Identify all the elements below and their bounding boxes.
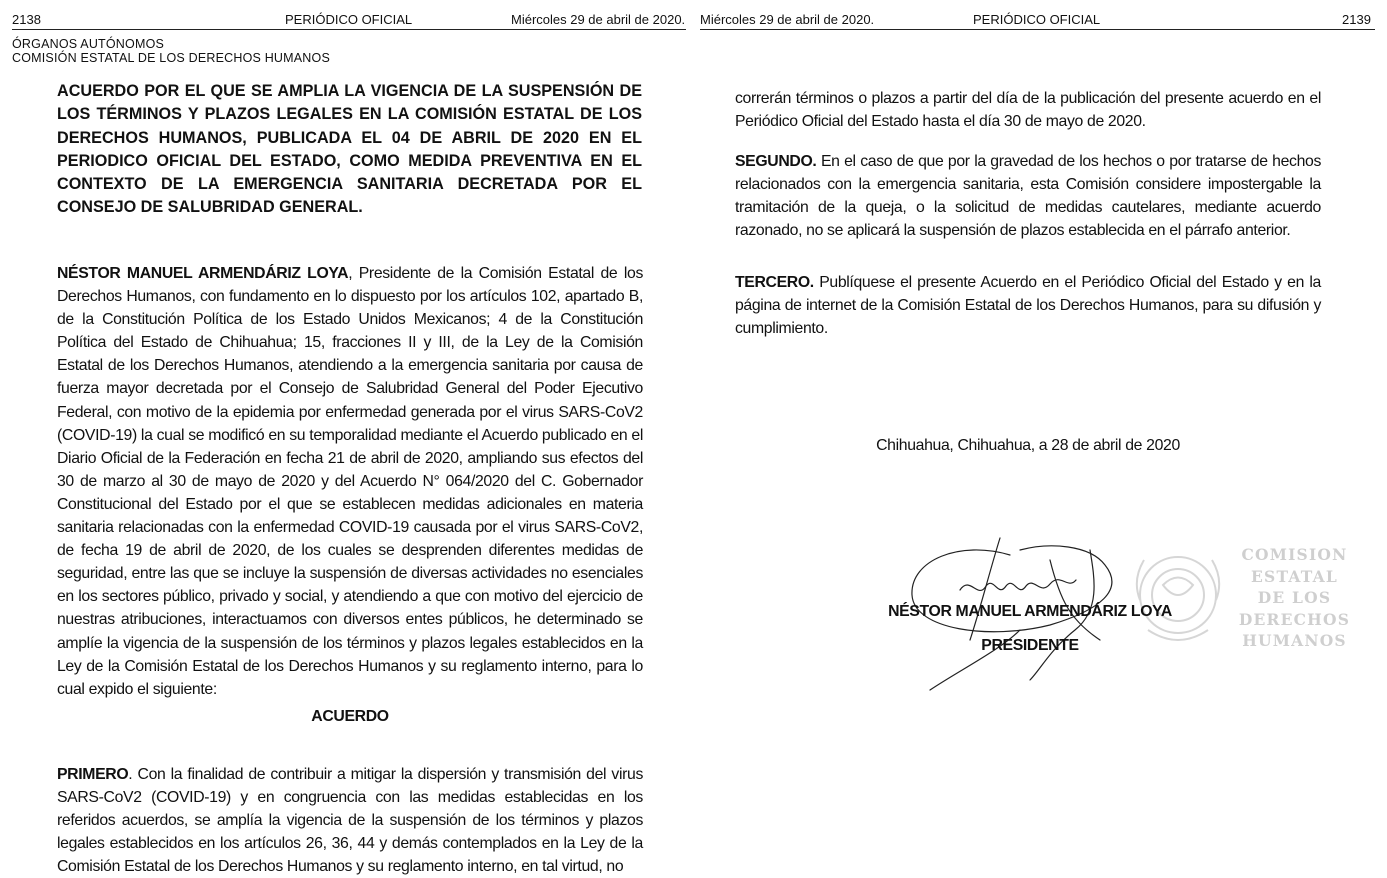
continuation-paragraph: correrán términos o plazos a partir del día de la publicación del presente acuerdo en el Periódico Oficial del Estado hasta el día 30 de mayo de 2020. [735, 90, 1321, 131]
segundo-text: En el caso de que por la gravedad de los hechos o por tratarse de hechos relacionados con la emergencia sanitaria, esta Comisión considere impostergable la tramitación de la queja, o la solicitud de medidas cautelares, mediante acuerdo razonado, no se aplicará la suspensión de plazos establecida en el párrafo anterior. [735, 153, 1321, 240]
primero-text: . Con la finalidad de contribuir a mitigar la dispersión y transmisión del virus SARS-CoV2 (COVID-19) y en congruencia con las medidas establecidas en los referidos acuerdos, se amplía la vigencia de la suspensión de los términos y plazos legales establecidos en los artículos 26, 36, 44 y demás contemplados en la Ley de la Comisión Estatal de los Derechos Humanos y su reglamento interno, en tal virtud, no [57, 766, 643, 876]
tercero-text: Publíquese el presente Acuerdo en el Periódico Oficial del Estado y en la página de internet de la Comisión Estatal de los Derechos Humanos, para su difusión y cumplimiento. [735, 274, 1321, 338]
signer-name: NÉSTOR MANUEL ARMENDÁRIZ LOYA [888, 603, 1172, 620]
place-and-date: Chihuahua, Chihuahua, a 28 de abril de 2020 [876, 437, 1180, 454]
signer-title: PRESIDENTE [981, 637, 1079, 654]
publication-date: Miércoles 29 de abril de 2020. [511, 12, 686, 27]
seal-line: ESTATAL [1251, 566, 1338, 586]
publication-name: PERIÓDICO OFICIAL [285, 12, 413, 27]
publication-date: Miércoles 29 de abril de 2020. [700, 12, 875, 27]
seal-line: COMISION [1241, 545, 1348, 564]
section-line-1: ÓRGANOS AUTÓNOMOS [12, 37, 165, 51]
primero-label: PRIMERO [57, 766, 129, 783]
tercero-paragraph [735, 271, 1321, 340]
segundo-paragraph [735, 150, 1321, 242]
segundo-label: SEGUNDO. [735, 153, 817, 170]
page-number: 2139 [1342, 12, 1371, 27]
preamble-text: , Presidente de la Comisión Estatal de los Derechos Humanos, con fundamento en lo dispuesto por los artículos 102, apartado B, de la Constitución Política de los Estado Unidos Mexicanos; 4 de la Constitución Política del Estado de Chihuahua; 15, fracciones II y III, de la Ley de la Comisión Estatal de los Derechos Humanos, atendiendo a la emergencia sanitaria por causa de fuerza mayor decretada por el Consejo de Salubridad General del Poder Ejecutivo Federal, con motivo de la epidemia por enfermedad generada por el virus SARS-CoV2 (COVID-19) la cual se modificó en su temporalidad mediante el Acuerdo publicado en el Diario Oficial de la Federación en fecha 21 de abril de 2020, ampliando sus efectos del 30 de marzo al 30 de mayo de 2020 y del Acuerdo N° 064/2020 del C. Gobernador Constitucional del Estado por el que se establecen medidas adicionales en materia sanitaria relacionadas con la enfermedad COVID-19 causada por el virus SARS-CoV2, de fecha 19 de abril de 2020, de los cuales se desprenden diferentes medidas de seguridad, entre las que se incluye la suspensión de diversas actividades no esenciales en los sectores público, privado y social, y atendiendo a que con motivo del ejercicio de nuestras atribuciones, interactuamos con diversos entes públicos, he determinado se amplíe la vigencia de la suspensión de los términos y plazos legales establecidos en la Ley de la Comisión Estatal de los Derechos Humanos y su reglamento interno, para lo cual expido el siguiente: [57, 265, 643, 698]
page-number: 2138 [12, 12, 41, 27]
document-title: ACUERDO POR EL QUE SE AMPLIA LA VIGENCIA DE LA SUSPENSIÓN DE LOS TÉRMINOS Y PLAZOS LEGALES EN LA COMISIÓN ESTATAL DE LOS DERECHOS HUMANOS, PUBLICADA EL 04 DE ABRIL DE 2020 EN EL PERIODICO OFICIAL DEL ESTADO, COMO MEDIDA PREVENTIVA EN EL CONTEXTO DE LA EMERGENCIA SANITARIA DECRETADA POR EL CONSEJO DE SALUBRIDAD GENERAL. [57, 82, 642, 217]
seal-line: DE LOS [1257, 588, 1332, 607]
tercero-label: TERCERO. [735, 274, 814, 291]
preamble-name: NÉSTOR MANUEL ARMENDÁRIZ LOYA [57, 265, 349, 282]
seal-text [1232, 544, 1357, 652]
acuerdo-heading: ACUERDO [311, 708, 389, 725]
seal-line: DERECHOS [1238, 609, 1351, 629]
seal-line: HUMANOS [1242, 631, 1347, 650]
header-rule [700, 29, 1375, 30]
section-line-2: COMISIÓN ESTATAL DE LOS DERECHOS HUMANOS [12, 51, 330, 65]
publication-name: PERIÓDICO OFICIAL [973, 12, 1101, 27]
